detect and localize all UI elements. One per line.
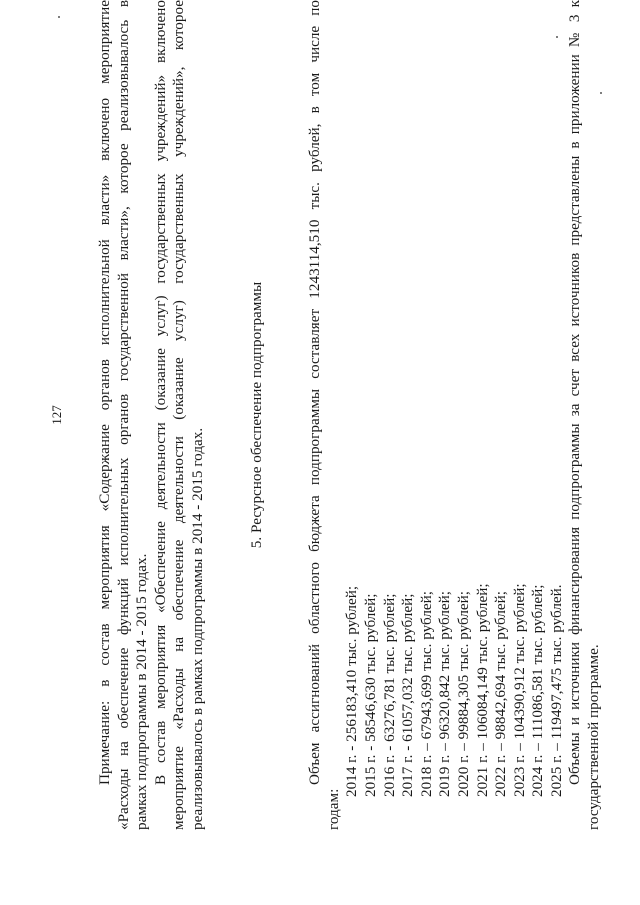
yearly-allocation-list bbox=[343, 0, 566, 830]
financing-line: Объемы и источники финансирования подпрограммы за счет всех источников представлены в приложении № 3 к bbox=[566, 0, 584, 785]
volume-paragraph bbox=[306, 0, 343, 830]
list-item: 2014 г. - 256183,410 тыс. рублей; bbox=[343, 585, 361, 797]
volume-line: Объем ассигнований областного бюджета подпрограммы составляет 1243114,510 тыс. рублей, в том числе по bbox=[306, 0, 324, 785]
note-line: рамках подпрограммы в 2014 - 2015 годах. bbox=[133, 553, 151, 830]
list-item: 2015 г. - 58546,630 тыс. рублей; bbox=[361, 593, 379, 797]
list-item: 2017 г. - 61057,032 тыс. рублей; bbox=[399, 593, 417, 797]
activity-line: мероприятие «Расходы на обеспечение деятельности (оказание услуг) государственных учреждений», которое bbox=[170, 0, 188, 830]
list-item: 2019 г. – 96320,842 тыс. рублей; bbox=[436, 591, 454, 797]
list-item: 2022 г. – 98842,694 тыс. рублей; bbox=[492, 591, 510, 797]
note-line: «Расходы на обеспечение функций исполнительных органов государственной власти», которое реализовывалось в bbox=[114, 0, 132, 830]
activity-line: реализовывалось в рамках подпрограммы в 2014 - 2015 годах. bbox=[188, 427, 206, 830]
rotated-page-content bbox=[49, 0, 603, 830]
list-item: 2020 г. – 99884,305 тыс. рублей; bbox=[454, 591, 472, 797]
note-paragraph bbox=[96, 0, 152, 830]
list-item: 2024 г. – 111086,581 тыс. рублей; bbox=[529, 584, 547, 797]
financing-line: государственной программе. bbox=[585, 644, 603, 830]
activity-paragraph bbox=[152, 0, 208, 830]
list-item: 2025 г. – 119497,475 тыс. рублей. bbox=[547, 584, 565, 797]
financing-paragraph bbox=[566, 0, 603, 830]
list-item: 2023 г. – 104390,912 тыс. рублей; bbox=[510, 583, 528, 797]
section-title: 5. Ресурсное обеспечение подпрограммы bbox=[247, 281, 265, 549]
list-item: 2018 г. – 67943,699 тыс. рублей; bbox=[417, 591, 435, 797]
list-item: 2016 г. - 63276,781 тыс. рублей; bbox=[380, 593, 398, 797]
activity-line: В состав мероприятия «Обеспечение деятельности (оказание услуг) государственных учреждений» включено bbox=[151, 0, 169, 785]
page-number: 127 bbox=[49, 405, 64, 425]
list-item: 2021 г. – 106084,149 тыс. рублей; bbox=[473, 583, 491, 797]
note-line: Примечание: в состав мероприятия «Содержание органов исполнительной власти» включено мероприятие bbox=[96, 0, 113, 785]
volume-line: годам: bbox=[324, 788, 342, 830]
